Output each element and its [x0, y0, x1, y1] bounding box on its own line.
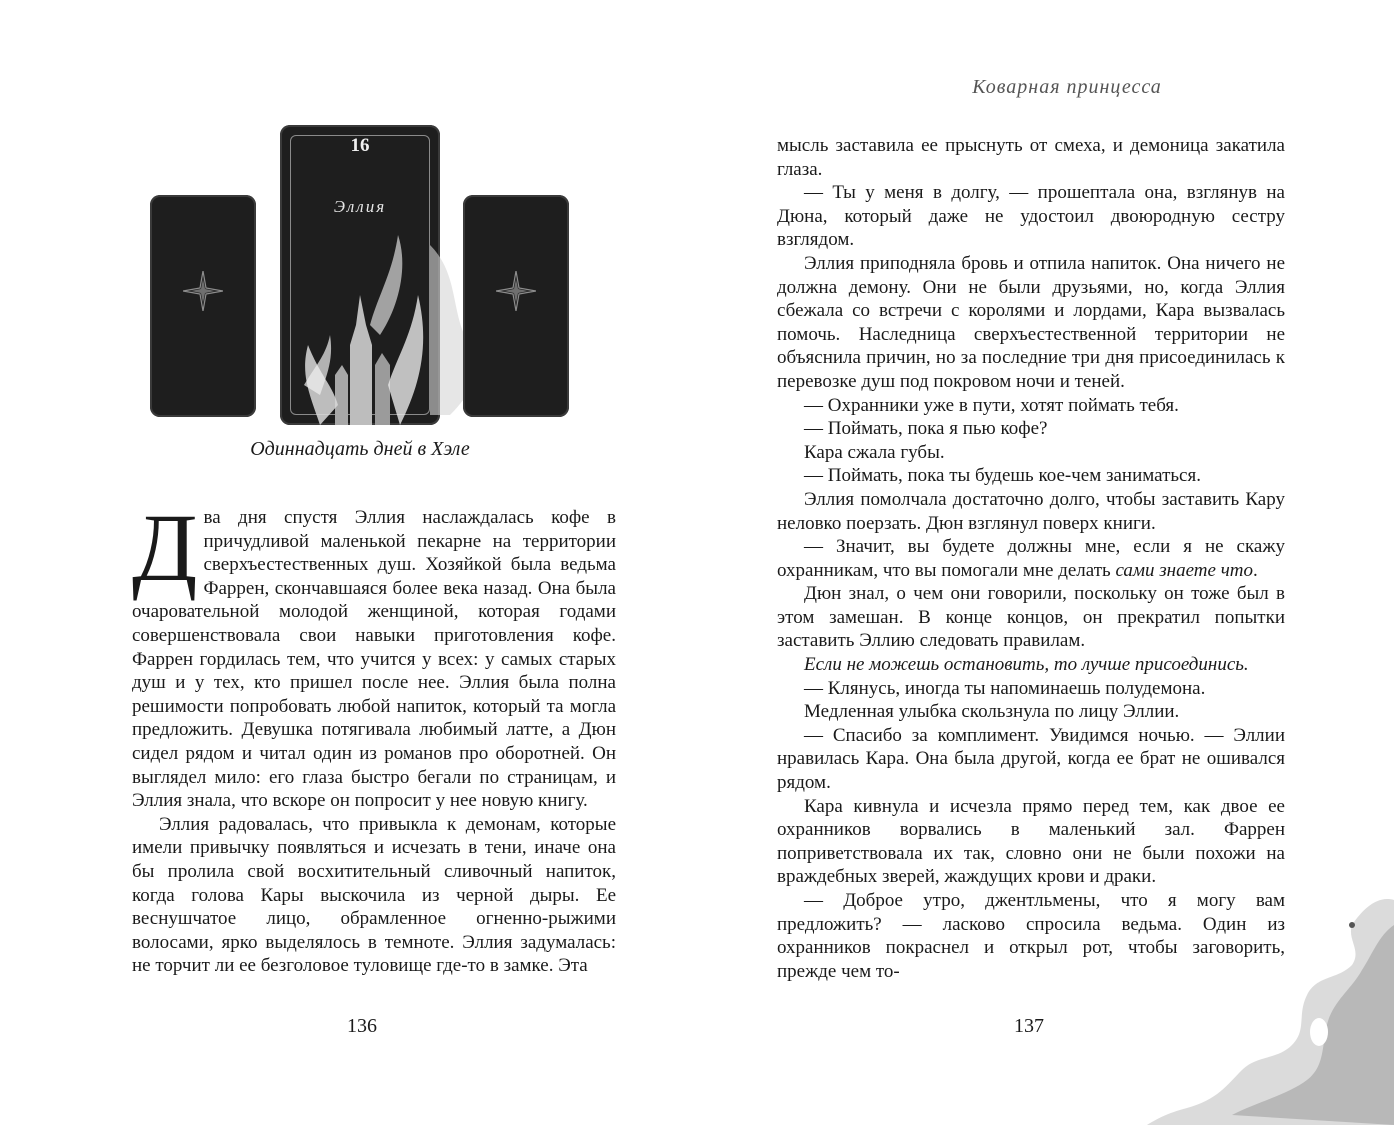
paragraph-text: — Клянусь, иногда ты напоминаешь полудемона. [804, 677, 1206, 699]
card-number: 16 [350, 135, 370, 156]
paragraph [777, 394, 1285, 418]
paragraph-text: — Значит, вы будете должны мне, если я не скажу охранникам, что вы помогали мне делать [777, 536, 1285, 581]
page-number: 137 [1014, 1015, 1044, 1037]
paragraph-text: — Охранники уже в пути, хотят поймать тебя. [804, 394, 1179, 416]
burning-castle-illustration [280, 225, 440, 425]
paragraph [777, 700, 1285, 724]
paragraph-text: — Поймать, пока я пью кофе? [804, 418, 1048, 440]
paragraph [777, 724, 1285, 795]
paragraph-text: Дюн знал, о чем они говорили, поскольку он тоже был в этом замешан. В конце концов, он прекратил попытки заставить Эллию следовать правилам. [777, 583, 1285, 652]
card-ellia [280, 125, 440, 425]
right-body-text [777, 134, 1285, 983]
compass-star-icon [183, 271, 223, 311]
paragraph: Эллия радовалась, что привыкла к демонам, которые имели привычку появляться и исчезать в тени, иначе она бы пролила свой восхитительный сливочный напиток, когда голова Кары выскочила из черной дыры. Ее веснушчатое лицо, обрамленное огненно-рыжими волосами, ярко выделялось в темноте. Эллия задумалась: не торчит ли ее безголовое туловище где-то в замке. Эта [132, 813, 616, 977]
paragraph-text: — Доброе утро, джентльмены, что я могу вам предложить? — ласково спросила ведьма. Один из охранников покраснел и открыл рот, чтобы заговорить, прежде чем то- [777, 890, 1285, 982]
paragraph [777, 441, 1285, 465]
paragraph [777, 582, 1285, 653]
running-head: Коварная принцесса [972, 76, 1162, 98]
ink-blot-decoration [1147, 880, 1394, 1125]
paragraph-text: — Поймать, пока ты будешь кое-чем заниматься. [804, 465, 1201, 487]
paragraph-text: — Спасибо за комплимент. Увидимся ночью. — Эллии нравилась Кара. Она была другой, когда ее брат не ошивался рядом. [777, 724, 1285, 794]
paragraph [777, 464, 1285, 488]
paragraph-text: — Ты у меня в долгу, — прошептала она, взглянув на Дюна, который даже не удостоил двоюродную сестру взглядом. [777, 182, 1285, 251]
paragraph-tail: . [1252, 559, 1258, 581]
paragraph [777, 417, 1285, 441]
right-page [697, 0, 1394, 1125]
paragraph [777, 134, 1285, 181]
chapter-caption: Одиннадцать дней в Хэле [250, 438, 470, 460]
compass-star-icon [496, 271, 536, 311]
paragraph [132, 494, 616, 813]
tarot-cards-illustration [150, 125, 570, 425]
paragraph [777, 488, 1285, 535]
card-back-right [463, 195, 569, 417]
paragraph [777, 677, 1285, 701]
paragraph [777, 535, 1285, 582]
paragraph-text: Медленная улыбка скользнула по лицу Эллии. [804, 701, 1180, 723]
paragraph [777, 653, 1285, 677]
card-back-left [150, 195, 256, 417]
paragraph [777, 252, 1285, 394]
page-number: 136 [347, 1015, 377, 1037]
card-name: Эллия [333, 197, 387, 216]
paragraph-text: мысль заставила ее прыснуть от смеха, и демоница закатила глаза. [777, 135, 1285, 180]
paragraph-text: Кара сжала губы. [804, 441, 945, 463]
left-body-text [132, 494, 616, 978]
paragraph-text: ва дня спустя Эллия наслаждалась кофе в причудливой маленькой пекарне на территории сверхъестественных душ. Хозяйкой была ведьма Фаррен, скончавшаяся более века назад. Она была очаровательной молодой женщиной, которая годами совершенствовала свои навыки приготовления кофе. Фаррен гордилась тем, что учится у всех: у самых старых душ и у тех, кто пришел после нее. Эллия была полна решимости попробовать любой напиток, который та могла предложить. Девушка потягивала любимый латте, а Дюн сидел рядом и читал один из романов про оборотней. Он выглядел мило: его глаза быстро бегали по страницам, и Эллия знала, что вскоре он попросит у нее новую книгу. [132, 507, 616, 812]
italic-text: сами знаете что [1115, 559, 1253, 581]
paragraph [777, 795, 1285, 889]
paragraph-text: Кара кивнула и исчезла прямо перед тем, как двое ее охранников ворвались в маленький зал. Фаррен поприветствовала их так, словно они не были похожи на враждебных зверей, жаждущих крови и драки. [777, 795, 1285, 888]
paragraph [777, 181, 1285, 252]
paragraph-text: Эллия приподняла бровь и отпила напиток. Она ничего не должна демону. Они не были друзьями, но, когда Эллия сбежала со встречи с королями и лордами, Кара вызвалась помочь. Наследница сверхъестественной территории не объяснила причин, но за последние три дня присоединилась к перевозке душ под покровом ночи и теней. [777, 252, 1285, 392]
italic-text: Если не можешь остановить, то лучше присоединись. [804, 654, 1249, 676]
paragraph-text: Эллия помолчала достаточно долго, чтобы заставить Кару неловко поерзать. Дюн взглянул поверх книги. [777, 488, 1285, 534]
drop-cap: Д [132, 494, 198, 601]
